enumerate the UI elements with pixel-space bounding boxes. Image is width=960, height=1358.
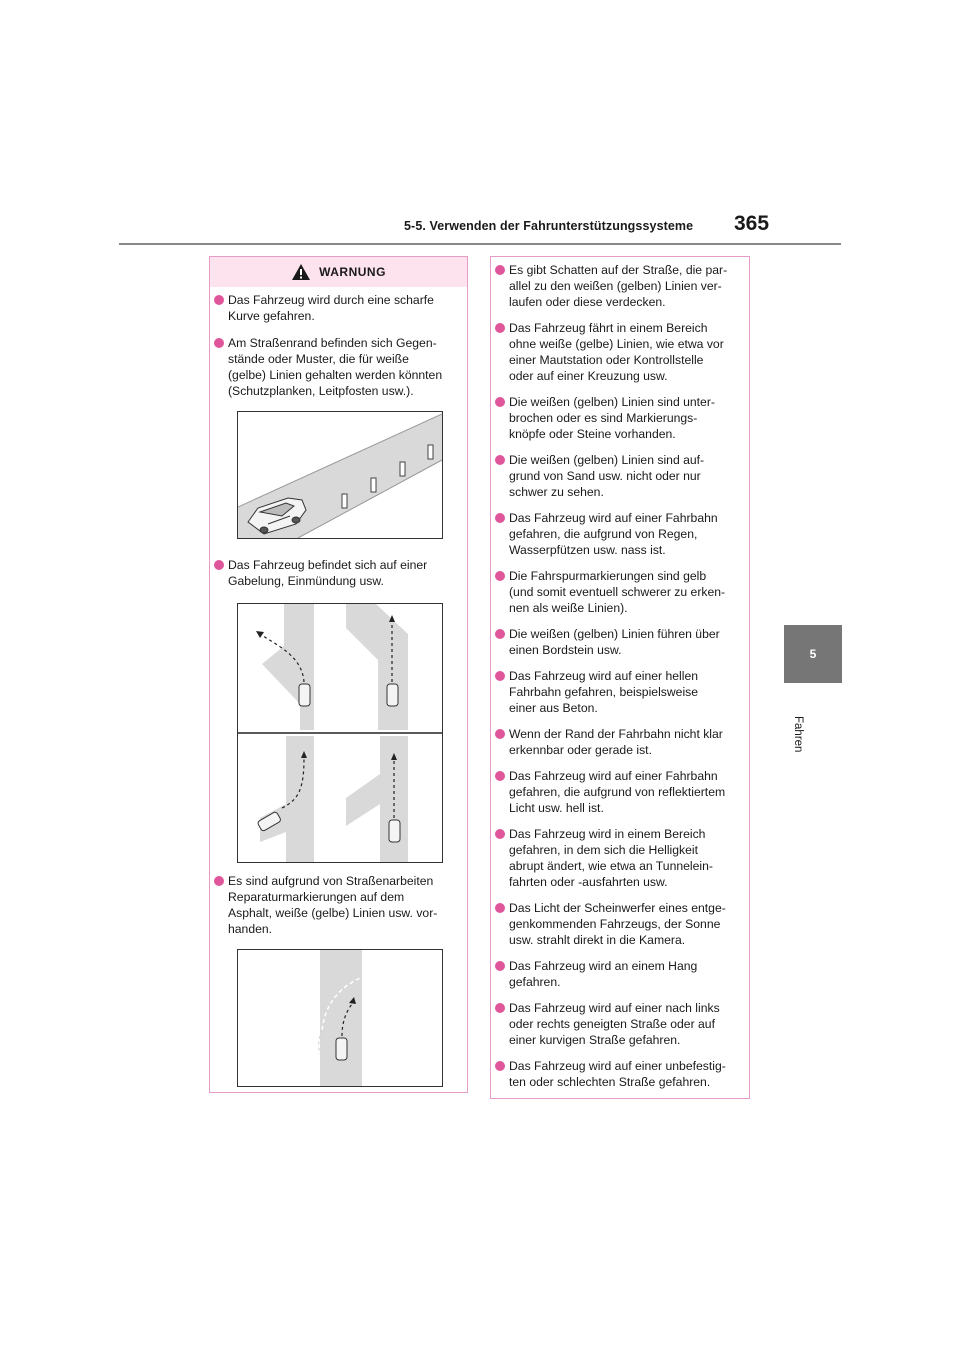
bullet-icon: [495, 771, 505, 781]
list-item: Das Fahrzeug wird auf einer hellen Fahrbahn gefahren, beispielsweise einer aus Beton.: [495, 668, 745, 716]
list-item: Es gibt Schatten auf der Straße, die par- allel zu den weißen (gelben) Linien ver- laufen oder diese verdecken.: [495, 262, 745, 310]
bullet-icon: [495, 729, 505, 739]
bullet-icon: [495, 1061, 505, 1071]
list-item: Das Fahrzeug wird auf einer Fahrbahn gefahren, die aufgrund von reflektiertem Licht usw. hell ist.: [495, 768, 745, 816]
list-item: Das Fahrzeug wird durch eine scharfe Kurve gefahren.: [214, 292, 464, 324]
list-item: Das Licht der Scheinwerfer eines entge- genkommenden Fahrzeugs, der Sonne usw. strahlt direkt in die Kamera.: [495, 900, 745, 948]
list-item: Die Fahrspurmarkierungen sind gelb (und somit eventuell schwerer zu erken- nen als weiße Linien).: [495, 568, 745, 616]
list-item: Am Straßenrand befinden sich Gegen- stände oder Muster, die für weiße (gelbe) Linien gehalten werden könnten (Schutzplanken, Leitpfosten usw.).: [214, 335, 464, 399]
warning-header: [210, 257, 467, 287]
list-item: Das Fahrzeug wird auf einer Fahrbahn gefahren, die aufgrund von Regen, Wasserpfützen usw. nass ist.: [495, 510, 745, 558]
list-item: Das Fahrzeug befindet sich auf einer Gabelung, Einmündung usw.: [214, 557, 464, 589]
chapter-tab[interactable]: [784, 625, 842, 683]
section-title: 5-5. Verwenden der Fahrunterstützungssysteme: [404, 219, 694, 233]
warning-triangle-icon: [291, 263, 311, 281]
list-item: Es sind aufgrund von Straßenarbeiten Reparaturmarkierungen auf dem Asphalt, weiße (gelbe) Linien usw. vor- handen.: [214, 873, 464, 937]
chapter-number: 5: [809, 647, 817, 661]
list-item: Die weißen (gelben) Linien sind unter- brochen oder es sind Markierungs- knöpfe oder Steine vorhanden.: [495, 394, 745, 442]
header-divider: [119, 243, 841, 245]
list-item: Die weißen (gelben) Linien führen über einen Bordstein usw.: [495, 626, 745, 658]
list-item: Das Fahrzeug fährt in einem Bereich ohne weiße (gelbe) Linien, wie etwa vor einer Mautstation oder Kontrollstelle oder auf einer Kreuzung usw.: [495, 320, 745, 384]
list-item: Das Fahrzeug wird in einem Bereich gefahren, in dem sich die Helligkeit abrupt ändert, wie etwa an Tunnelein- fahrten oder -ausfahrten usw.: [495, 826, 745, 890]
bullet-icon: [214, 295, 224, 305]
bullet-icon: [495, 513, 505, 523]
bullet-icon: [495, 671, 505, 681]
list-item: Das Fahrzeug wird an einem Hang gefahren.: [495, 958, 745, 990]
bullet-icon: [214, 338, 224, 348]
bullet-icon: [495, 571, 505, 581]
illustration-junctions: [237, 603, 443, 863]
warning-box: [209, 256, 468, 1093]
list-item: Das Fahrzeug wird auf einer unbefestig- ten oder schlechten Straße gefahren.: [495, 1058, 745, 1090]
list-item: Wenn der Rand der Fahrbahn nicht klar erkennbar oder gerade ist.: [495, 726, 745, 758]
list-item: Die weißen (gelben) Linien sind auf- grund von Sand usw. nicht oder nur schwer zu sehen.: [495, 452, 745, 500]
warning-label: WARNUNG: [319, 265, 386, 279]
bullet-icon: [495, 961, 505, 971]
bullet-icon: [495, 265, 505, 275]
bullet-icon: [214, 560, 224, 570]
bullet-icon: [495, 903, 505, 913]
bullet-icon: [495, 455, 505, 465]
bullet-icon: [495, 1003, 505, 1013]
illustration-repair-markings: [237, 949, 443, 1087]
bullet-icon: [495, 397, 505, 407]
illustration-roadside-posts: [237, 411, 443, 539]
bullet-icon: [495, 323, 505, 333]
conditions-box: [490, 256, 750, 1099]
bullet-icon: [495, 829, 505, 839]
chapter-label: Fahren: [792, 716, 804, 753]
bullet-icon: [495, 629, 505, 639]
bullet-icon: [214, 876, 224, 886]
list-item: Das Fahrzeug wird auf einer nach links oder rechts geneigten Straße oder auf einer kurvigen Straße gefahren.: [495, 1000, 745, 1048]
page-number: 365: [734, 212, 770, 235]
